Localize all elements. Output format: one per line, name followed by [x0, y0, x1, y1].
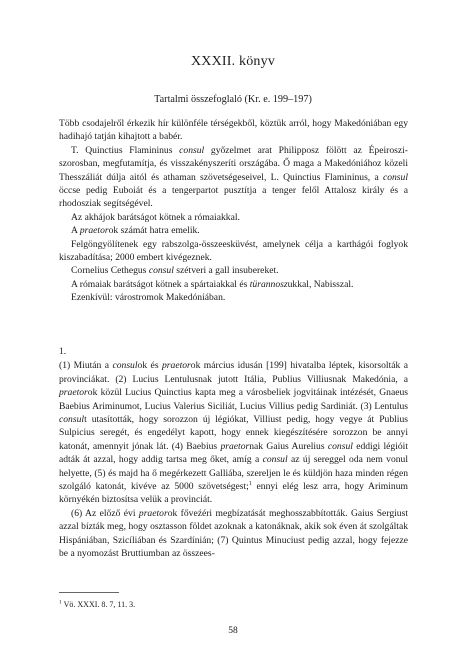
summary-paragraph: A rómaiak barátságot kötnek a spártaiakkal és türannoszukkal, Nabisszal.: [71, 278, 354, 290]
footnote-divider: [59, 592, 119, 593]
chapter-paragraph: (6) Az előző évi praetorok főveźéri megbízatását meghosszabbították. Gaius Sergiust azzal bízták meg, hogy osztasson földet azoknak a katonáknak, akik sok éven át szolgáltak Hispániában, Szicíliában és Szardínián; (7) Quintus Minuciust pedig azzal, hogy fejezze be a nyomozást Bruttiumban az összees-: [59, 507, 408, 560]
summary-section: [59, 117, 408, 305]
summary-paragraph: Ezenkívül: várostromok Makedóniában.: [71, 292, 226, 304]
chapter-section: [59, 345, 408, 561]
summary-paragraph: T. Quinctius Flamininus consul győzelmet arat Philipposz fölött az Épeiroszi-szorosban, megfutamítja, és visszakényszeríti országába. Ő maga a Makedóniához közeli Thesszáliát dúlja aitól és athaman szövetségeseivel, L. Quinctius Flamininus, a consul öccse pedig Euboiát és a tengerpartot pusztítja a tenger felől Attalosz király és a rhodosziak segítségével.: [59, 144, 408, 210]
chapter-number: 1.: [59, 346, 67, 357]
summary-paragraph: A praetorok számát hatra emelik.: [71, 225, 200, 237]
summary-paragraph: Az akhájok barátságot kötnek a rómaiakkal.: [71, 211, 240, 223]
book-title: XXXII. könyv: [190, 54, 276, 69]
summary-paragraph: Több csodajelről érkezik hír különféle térségekből, köztük arról, hogy Makedóniában egy hadihajó tatján kihajtott a babér.: [59, 118, 408, 143]
footnote-marker: 1: [59, 599, 62, 606]
summary-paragraph: Felgöngyölítenek egy rabszolga-összeesküvést, amelynek célja a karthágói foglyok kiszabadítása; 2000 embert kivégeznek.: [59, 238, 408, 264]
page-number: 58: [228, 626, 238, 636]
footnote: [59, 598, 135, 611]
footnote-text: Vö. XXXI. 8. 7, 11. 3.: [63, 600, 136, 609]
summary-subtitle: Tartalmi összefoglaló (Kr. e. 199–197): [154, 94, 312, 105]
chapter-paragraph: (1) Miután a consulok és praetorok március idusán [199] hivatalba léptek, kisorsolták a provinciákat. (2) Lucius Lentulusnak jutott Itália, Publius Villiusnak Makedónia, a praetorok közül Lucius Quinctius kapta meg a városbeliek jogvitáinak intézését, Gnaeus Baebius Ariminumot, Lucius Valerius Siciliát, Lucius Villius pedig Sardiniát. (3) Lentulus consult utasították, hogy sorozzon új légiókat, Villiust pedig, hogy vegye át Publius Sulpicius seregét, és engedélyt kapott, hogy ennek kiegészítésére sorozzon be annyi katonát, amennyit jónak lát. (4) Baebius praetornak Gaius Aurelius consul eddigi légióit adták át azzal, hogy addig tartsa meg őket, amíg a consul az új sereggel oda nem vonul helyette, (5) és majd ha ő megérkezett Galliába, szereljen le és küldjön haza minden régen szolgáló katonát, kivéve az 5000 szövetségest;$^1$ ennyi elég lesz arra, hogy Ariminum környékén biztosítsa velük a provinciát.: [59, 360, 408, 506]
footnote-reference: 1: [248, 480, 252, 487]
summary-paragraph: Cornelius Cethegus consul szétveri a gall insubereket.: [71, 265, 279, 277]
